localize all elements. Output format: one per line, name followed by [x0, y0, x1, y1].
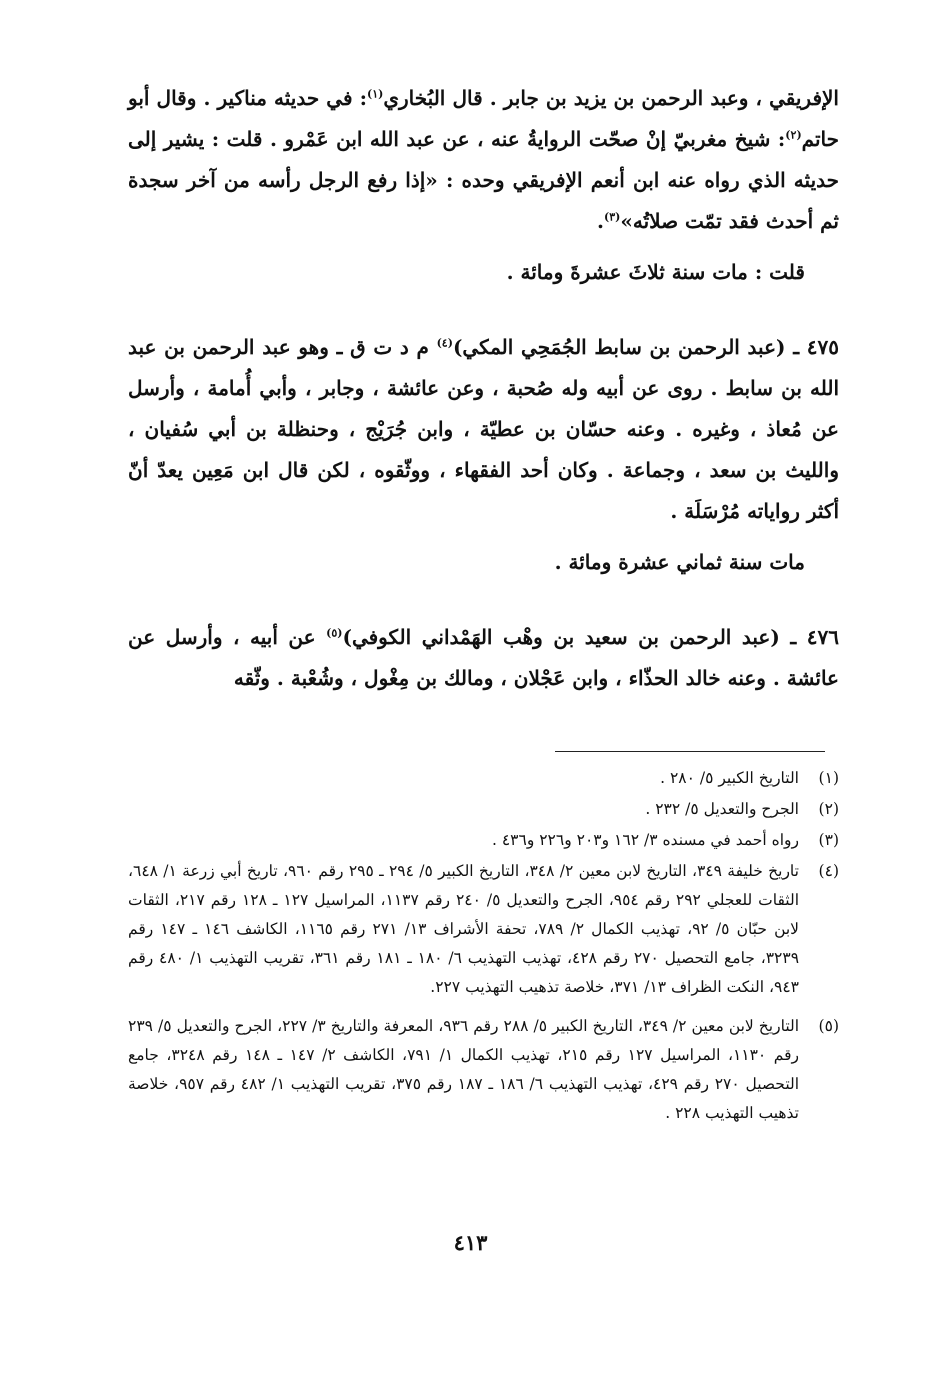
paragraph-text: : في حديثه مناكير . وقال أبو حاتم	[128, 86, 839, 151]
entry-name: (عبد الرحمن بن سابط الجُمَحِي المكي)	[452, 335, 786, 359]
footnote-text: التاريخ لابن معين ٢/ ٣٤٩، التاريخ الكبير ٥/ ٢٨٨ رقم ٩٣٦، المعرفة والتاريخ ٣/ ٢٢٧، الجرح والتعديل ٥/ ٢٣٩ رقم ١١٣٠، المراسيل ١٢٧ رقم ٢١٥، تهذيب الكمال ١/ ٧٩١، الكاشف ٢/ ١٤٧ ـ ١٤٨ رقم ٣٢٤٨، جامع التحصيل ٢٧٠ رقم ٤٢٩، تهذيب التهذيب ٦/ ١٨٦ ـ ١٨٧ رقم ٣٧٥، تقريب التهذيب ١/ ٤٨٢ رقم ٩٥٧، خلاصة تذهيب التهذيب ٢٢٨ .	[128, 1017, 800, 1122]
paragraph-text: الإفريقي ، وعبد الرحمن بن يزيد بن جابر . قال البُخاري	[383, 86, 839, 110]
footnote-number: (٢)	[818, 800, 839, 818]
footnote-ref-1[interactable]: (١)	[367, 87, 384, 101]
footnote-number: (٥)	[818, 1017, 839, 1035]
footnote-number: (٣)	[818, 831, 839, 849]
spacer	[128, 293, 839, 327]
footnote-text: التاريخ الكبير ٥/ ٢٨٠ .	[660, 769, 799, 787]
footnote-3	[128, 826, 839, 855]
footnote-text: رواه أحمد في مسنده ٣/ ١٦٢ و٢٠٣ و٢٢٦ و٤٣٦ .	[491, 831, 799, 849]
page-number: ٤١٣	[453, 1230, 488, 1255]
footnote-ref-3[interactable]: (٣)	[604, 210, 621, 224]
entry-476	[128, 617, 839, 699]
footnote-number: (٤)	[818, 862, 839, 880]
entry-number: ٤٧٥ ـ	[793, 335, 839, 359]
entry-text: عن أبيه ، وأرسل عن عائشة . وعنه خالد الحذّاء ، وابن عَجْلان ، ومالك بن مِغْول ، وشُعْبة . وثّقه	[128, 625, 839, 690]
footnote-ref-4[interactable]: (٤)	[436, 336, 453, 350]
footnote-ref-2[interactable]: (٢)	[785, 128, 802, 142]
paragraph-continuation	[128, 78, 839, 242]
footnote-4	[128, 857, 839, 1002]
entry-475	[128, 327, 839, 532]
footnote-1	[128, 764, 839, 793]
footnote-ref-5[interactable]: (٥)	[326, 626, 343, 640]
spacer	[128, 532, 839, 542]
main-text-body	[128, 78, 839, 699]
entry-text: م د ت ق ـ وهو عبد الرحمن بن عبد الله بن سابط . روى عن أبيه وله صُحبة ، وعن عائشة ، وجابر ، وأبي أُمامة ، وأرسل عن مُعاذ ، وغيره . وعنه حسّان بن عطيّة ، وابن جُرَيْج ، وحنظلة بن أبي سُفيان ، والليث بن سعد ، وجماعة . وكان أحد الفقهاء ، ووثّقوه ، لكن قال ابن مَعِين يعدّ أنّ أكثر رواياته مُرْسَلَة .	[128, 335, 839, 523]
paragraph-text: : شيخ مغربيّ إنْ صحّت الروايةُ عنه ، عن عبد الله ابن عَمْرو . قلت : يشير إلى حديثه الذي رواه عنه ابن أنعم الإفريقي وحده : «إذا رفع الرجل رأسه من آخر سجدة ثم أحدث فقد تمّت صلاتُه»	[128, 127, 839, 233]
footnote-5	[128, 1012, 839, 1128]
footnote-separator	[555, 751, 825, 752]
death-note: مات سنة ثماني عشرة ومائة .	[554, 550, 805, 574]
footnote-2	[128, 795, 839, 824]
footnotes-section	[128, 764, 839, 1130]
footnote-number: (١)	[818, 769, 839, 787]
paragraph-end: .	[597, 209, 605, 233]
footnote-text: تاريخ خليفة ٣٤٩، التاريخ لابن معين ٢/ ٣٤٨، التاريخ الكبير ٥/ ٢٩٤ ـ ٢٩٥ رقم ٩٦٠، تاريخ أبي زرعة ١/ ٦٤٨، الثقات للعجلي ٢٩٢ رقم ٩٥٤، الجرح والتعديل ٥/ ٢٤٠ رقم ١١٣٧، المراسيل ١٢٧ ـ ١٢٨ رقم ٢١٧، الثقات لابن حبّان ٥/ ٩٢، تهذيب الكمال ٢/ ٧٨٩، تحفة الأشراف ١٣/ ٢٧١ رقم ١١٦٥، الكاشف ١٤٦ ـ ١٤٧ رقم ٣٢٣٩، جامع التحصيل ٢٧٠ رقم ٤٢٨، تهذيب التهذيب ٦/ ١٨٠ ـ ١٨١ رقم ٣٦١، تقريب التهذيب ١/ ٤٨٠ رقم ٩٤٣، النكت الظراف ١٣/ ٣٧١، خلاصة تذهيب التهذيب ٢٢٧.	[128, 862, 800, 996]
spacer	[128, 242, 839, 252]
death-note: قلت : مات سنة ثلاثَ عشرةَ ومائة .	[506, 260, 805, 284]
spacer	[128, 583, 839, 617]
entry-name: (عبد الرحمن بن سعيد بن وهْب الهَمْداني الكوفي)	[342, 625, 780, 649]
footnote-text: الجرح والتعديل ٥/ ٢٣٢ .	[645, 800, 799, 818]
entry-number: ٤٧٦ ـ	[790, 625, 840, 649]
